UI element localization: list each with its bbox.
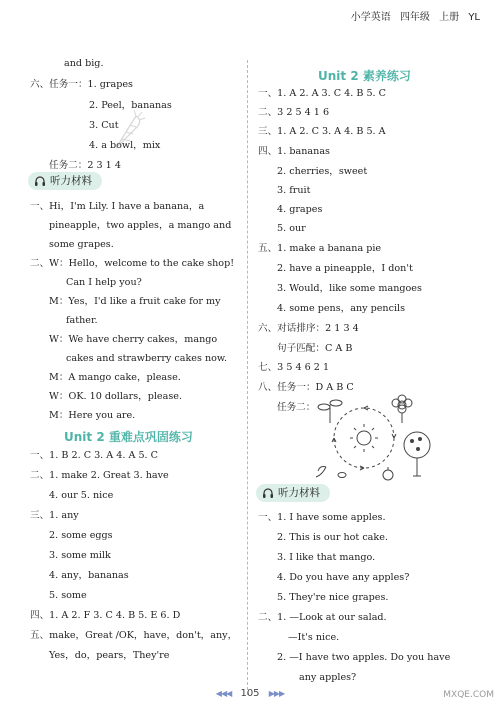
subject-label: 小学英语 xyxy=(350,12,391,23)
answer-line: 2. some eggs xyxy=(49,530,113,541)
transcript-line: 2. —I have two apples. Do you have xyxy=(277,652,451,663)
listening-tag-label: 听力材料 xyxy=(278,487,320,499)
answer-line: 4. a bowl，mix xyxy=(89,140,161,151)
answer-line: 任务二：2 3 1 4 xyxy=(49,160,121,171)
left-arrows-icon: ◀◀◀ xyxy=(215,689,232,698)
transcript-line: M：A mango cake，please. xyxy=(49,372,181,383)
transcript-line: M：Yes，I'd like a fruit cake for my xyxy=(49,296,221,307)
answer-line: 4. some pens，any pencils xyxy=(277,303,406,314)
seed-icon xyxy=(338,473,346,478)
headphones-icon xyxy=(262,487,274,499)
answer-line: 2. cherries，sweet xyxy=(277,166,368,177)
answer-line: 句子匹配：C A B xyxy=(277,343,353,354)
transcript-line: M：Here you are. xyxy=(49,410,136,421)
transcript-line: 二、1. —Look at our salad. xyxy=(258,612,387,623)
transcript-line: —It's nice. xyxy=(288,632,340,643)
answer-line: 5. some xyxy=(49,590,87,601)
answer-line: 2. have a pineapple，I don't xyxy=(277,263,413,274)
answer-line: 一、1. A 2. A 3. C 4. B 5. C xyxy=(258,88,386,99)
answer-line: 四、1. A 2. F 3. C 4. B 5. E 6. D xyxy=(30,610,181,621)
answer-line: 任务二： xyxy=(277,402,316,413)
listening-material-tag xyxy=(28,172,102,190)
answer-line: 七、3 5 4 6 2 1 xyxy=(258,362,330,373)
watermark: MXQE.COM xyxy=(443,690,494,700)
answer-line: 4. grapes xyxy=(277,204,323,215)
transcript-line: pineapple，two apples，a mango and xyxy=(49,220,232,231)
listening-material-tag xyxy=(256,484,330,502)
sprout-icon xyxy=(316,467,326,478)
right-arrows-icon: ▶▶▶ xyxy=(268,689,285,698)
section-title: Unit 2 重难点巩固练习 xyxy=(64,430,193,444)
transcript-line: some grapes. xyxy=(49,239,114,250)
transcript-line: 3. I like that mango. xyxy=(277,552,376,563)
transcript-line: W：We have cherry cakes，mango xyxy=(49,334,218,345)
transcript-line: 5. They're nice grapes. xyxy=(277,592,389,603)
answer-line: 五、1. make a banana pie xyxy=(258,243,382,254)
transcript-line: 一、1. I have some apples. xyxy=(258,512,386,523)
apple-icon xyxy=(383,467,393,480)
answer-line: 五、make，Great /OK，have，don't，any， xyxy=(30,630,238,641)
seedling-icon xyxy=(318,400,342,423)
answer-line: 4. any，bananas xyxy=(49,570,129,581)
growth-cycle-illustration xyxy=(302,393,432,483)
tree-icon xyxy=(404,432,430,476)
answer-line: 3. fruit xyxy=(277,185,311,196)
transcript-line: any apples? xyxy=(299,672,357,683)
answer-line: 3. Cut xyxy=(89,120,119,131)
answer-line: 一、1. B 2. C 3. A 4. A 5. C xyxy=(30,450,158,461)
column-divider xyxy=(247,60,248,695)
answer-line: 3. some milk xyxy=(49,550,111,561)
answer-line: Yes，do，pears，They're xyxy=(49,650,170,661)
answer-line: 三、1. any xyxy=(30,510,79,521)
listening-tag-label: 听力材料 xyxy=(50,175,92,187)
transcript-line: father. xyxy=(66,315,98,326)
volume-label: 上册 xyxy=(439,12,460,23)
edition-label: YL xyxy=(468,12,480,23)
answer-line: 四、1. bananas xyxy=(258,146,330,157)
transcript-line: 4. Do you have any apples? xyxy=(277,572,410,583)
flower-icon xyxy=(392,395,412,423)
answer-line: 二、1. make 2. Great 3. have xyxy=(30,470,169,481)
answer-line: 六、对话排序：2 1 3 4 xyxy=(258,323,359,334)
answer-line: and big. xyxy=(64,58,104,69)
answer-line: 2. Peel，bananas xyxy=(89,100,172,111)
book-info xyxy=(345,8,480,23)
answer-line: 5. our xyxy=(277,223,306,234)
transcript-line: Can I help you? xyxy=(66,277,142,288)
answer-line: 三、1. A 2. C 3. A 4. B 5. A xyxy=(258,126,386,137)
section-title: Unit 2 素养练习 xyxy=(318,69,411,83)
answer-line: 4. our 5. nice xyxy=(49,490,114,501)
answer-line: 六、任务一：1. grapes xyxy=(30,79,133,90)
grade-label: 四年级 xyxy=(399,12,430,23)
transcript-line: 2. This is our hot cake. xyxy=(277,532,388,543)
transcript-line: cakes and strawberry cakes now. xyxy=(66,353,228,364)
transcript-line: W：OK. 10 dollars，please. xyxy=(49,391,182,402)
headphones-icon xyxy=(34,175,46,187)
page-number: 105 xyxy=(240,688,260,699)
transcript-line: 二、W：Hello，welcome to the cake shop! xyxy=(30,258,235,269)
page-header xyxy=(0,0,500,24)
transcript-line: 一、Hi，I'm Lily. I have a banana，a xyxy=(30,201,205,212)
answer-line: 二、3 2 5 4 1 6 xyxy=(258,107,330,118)
answer-line: 八、任务一：D A B C xyxy=(258,382,354,393)
sun-icon xyxy=(350,424,378,452)
answer-line: 3. Would，like some mangoes xyxy=(277,283,422,294)
carrot-stamp-icon xyxy=(108,108,146,152)
